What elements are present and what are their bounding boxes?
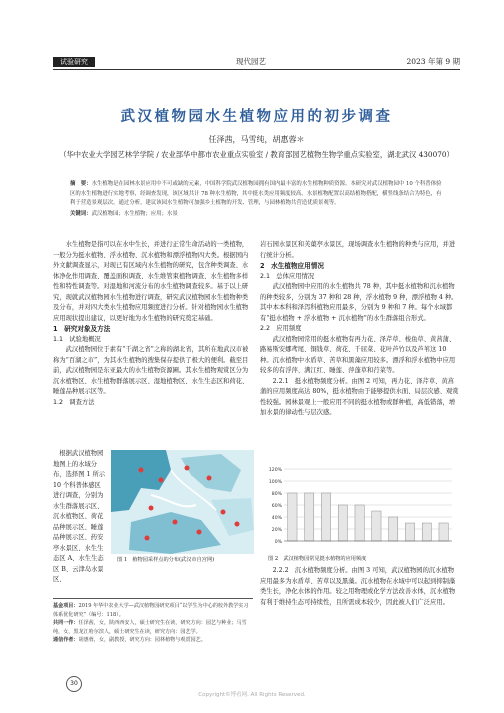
- chart-bar: [288, 493, 297, 541]
- fund-text: 2019 年华中农业大学—武汉植物园研究项目“以学生为中心的校外教学实习体系优化研究”（编号：118）。: [53, 603, 249, 618]
- left-column: [53, 240, 253, 408]
- page-number: 30: [66, 676, 82, 692]
- figure-1-map: [111, 450, 254, 554]
- chart-bar: [355, 505, 364, 541]
- sample-point: [145, 536, 150, 541]
- fund-label: 基金项目：: [53, 603, 79, 609]
- affiliation: （华中农业大学园艺林学学院 / 农业部华中都市农业重点实验室 / 教育部园艺植物生物学重点实验室，湖北武汉 430070）: [59, 150, 454, 159]
- y-tick-label: 40%: [271, 516, 282, 521]
- sample-point: [207, 476, 212, 481]
- author-list: 任泽茜，马雪纯，胡惠蓉＊: [208, 135, 305, 144]
- section-1-heading: 1 研究对象及方法: [53, 325, 111, 333]
- figure-2-caption: 图 2 武汉植物园常见挺水植物的应用频度: [268, 556, 367, 562]
- section-1-1-heading: 1.1 试验地概况: [53, 335, 101, 343]
- y-tick-label: 0%: [274, 540, 282, 545]
- keywords-label: 关键词：: [70, 211, 92, 217]
- intro-paragraph: 水生植物是指可以在水中生长，并进行正常生命活动的一类植物，一般分为挺水植物、浮水植物、沉水植物和漂浮植物四大类。根据国内外文献调查显示，对现已有区域内水生植物的研究，包含种类调查、水体净化作用调查、覆盖面积调查、水生维管束植物调查、水生植物多样性和特性调查等。对湿地和河流分布的水生植物调查较多。基于以上研究，现就武汉植物园水生植物进行调查，研究武汉植物园水生植物种类及分布，并对四大类水生植物应用频度进行分析。针对植物园水生植物应用现状提出建议，以更好地为水生植物的研究奠定基础。: [53, 241, 249, 322]
- sample-point: [221, 510, 226, 515]
- issue-number: 2023 年第 9 期: [406, 57, 460, 66]
- keywords: [70, 210, 444, 219]
- chart-bar: [305, 493, 314, 541]
- abstract-text: 水生植物是在园林水景应用中不可或缺的元素，中国科学院武汉植物园拥有国内最丰富的水生植物种质资源。本研究对武汉植物园中 10 个科普体验区的水生植物进行实地考察，经调查发现，该区域共计 78 种水生植物，其中挺水类应用频度较高，水景植物配置以高结植物搭配，横竖线条结合为特色，有利于营造景观层次。通过分析，建议该园水生植物可加强乡土植物的开发、管理，与园林植物共营造优质景观等。: [70, 181, 442, 207]
- chart-bar: [405, 523, 414, 541]
- chart-bar: [389, 517, 398, 541]
- section-2-2-2-text: 2.2.2 沉水植物频度分析。由图 3 可知，武汉植物园的沉水植物应用最多为水盾草、苦草以及黑藻。沉水植物在水域中可以起到抑制藻类生长，净化水体的作用。较之用物理或化学方法改善水体，沉水植物有利于维持生态可持续性，且所需成本较少，因此被人们广泛应用。: [260, 567, 456, 606]
- section-1-2-heading: 1.2 调查方法: [53, 398, 95, 406]
- y-tick-label: 60%: [271, 504, 282, 509]
- section-2-2-heading: 2.2 应用频度: [260, 325, 302, 332]
- sample-point: [149, 506, 154, 511]
- y-tick-label: 80%: [271, 492, 282, 497]
- footnote-rule: [53, 598, 253, 599]
- funding-notes: [53, 602, 253, 645]
- paper-title: 武汉植物园水生植物应用的初步调查: [120, 109, 393, 125]
- right-column: [260, 240, 460, 419]
- keywords-text: 武汉植物园；水生植物；应用；水景: [91, 211, 178, 217]
- section-2-2-text: 武汉植物园常用的挺水植物有再力花、泽芹草、梭鱼草、黄菖蒲、路易斯安娜鸢尾、铜钱草、荷花、千屈菜、花叶芦竹以及芦苇这 10 种。沉水植物中水盾草、苦草和黑藻应用较多。漂浮和浮水植物中应用较多的有浮萍、满江红、睡莲、萍蓬草和荇菜等。: [260, 335, 456, 374]
- journal-name: 现代园艺: [236, 57, 266, 66]
- section-2-2-2: [260, 566, 460, 608]
- abstract-label: 摘 要：: [70, 181, 92, 187]
- sample-point: [235, 522, 240, 527]
- coauthor-label: 共同一作：: [53, 620, 79, 627]
- section-tag: 试验研究: [53, 57, 95, 67]
- y-tick-label: 100%: [268, 480, 282, 485]
- method-continued: 岩石园水景区和芙蕖亭水景区，现场调查水生植物的种类与应用，并进行统计分析。: [260, 241, 456, 259]
- corresponding-label: 通信作者：: [53, 637, 79, 644]
- chart-bar: [422, 523, 431, 541]
- sample-point: [139, 468, 144, 473]
- corresponding-text: 胡惠蓉，女，副教授，研究方向：园林植物与观赏园艺。: [78, 637, 206, 644]
- figure-2-chart: [262, 465, 457, 551]
- section-2-1-heading: 2.1 总体应用情况: [260, 272, 315, 280]
- sample-point: [159, 478, 164, 483]
- y-tick-label: 20%: [271, 528, 282, 533]
- section-1-2-text: 根据武汉植物园地图上的水域分布，选择图 1 所示 10 个科普体感区进行调查，分别为水生群落展示区、沉水植物区、荷花品种展示区、睡莲品种展示区、药安亭水景区、水生生态区 A、水生生态区 B、云津岛水景区、: [53, 450, 106, 583]
- chart-bar: [321, 493, 330, 541]
- sample-point: [185, 466, 190, 471]
- sample-point: [197, 530, 202, 535]
- copyright-footer: Copyright©博看网. All Rights Reserved.: [198, 692, 306, 698]
- section-2-1-text: 武汉植物园中应用的水生植物共 78 种，其中挺水植物和沉水植物的种类较多，分别为 37 种和 28 种，浮水植物 9 种，漂浮植物 4 种。其中本本科和泽泻科植物应用最多，分别为 9 种和 7 种。每个水域都有“挺水植物 + 浮水植物 + 沉水植物”的水生群落组合形式。: [260, 283, 458, 322]
- sample-point: [173, 520, 178, 525]
- chart-bar: [372, 511, 381, 541]
- coauthor-text: 任泽茜，女，陕西西安人，硕士研究生在读，研究方向：园艺与种业；马雪纯，女，黑龙江哈尔滨人，硕士研究生在读，研究方向：园艺学。: [53, 620, 247, 635]
- section-1-1-text: 武汉植物园位于素有“千湖之省”之称的湖北省，其所在地武汉市被称为“百湖之市”，为其水生植物的搜集保存提供了极大的便利。截至目前，武汉植物园是东亚最大的水生植物资源圃。其水生植物观赏区分为沉水植物区、水生植物群落展示区、湿地植物区、水生生态区和荷花、睡莲品种展示区等。: [53, 346, 249, 395]
- y-tick-label: 120%: [268, 468, 282, 473]
- section-2-heading: 2 水生植物应用情况: [260, 262, 324, 270]
- chart-bar: [338, 505, 347, 541]
- chart-bar: [439, 523, 448, 541]
- abstract: [70, 180, 444, 209]
- figure-1-caption: 图 1 植物园采样点的分布(武汉市自宫网): [117, 557, 215, 563]
- header-rule: [53, 69, 460, 70]
- section-2-2-1-text: 2.2.1 挺水植物频度分析。由图 2 可知，再力花、泽芹草、黄菖蒲的应用频度高达 80%，挺水植物由于能够提供水面、局层次感、观赏性较强。园林景观上一般应用不同的挺水植物或群种植，高低错落，增加水景的律动性与层次感。: [260, 377, 459, 416]
